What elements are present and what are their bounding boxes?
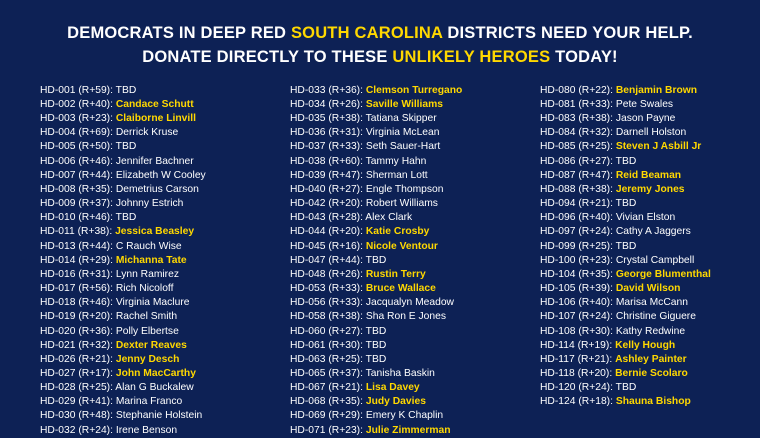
candidate-name: Alex Clark bbox=[365, 212, 413, 224]
candidate-entry bbox=[40, 296, 290, 310]
candidate-name: Robert Williams bbox=[365, 198, 438, 210]
candidate-entry bbox=[290, 126, 540, 140]
candidate-name: Demetrius Carson bbox=[115, 183, 199, 195]
candidate-name: Irene Benson bbox=[115, 424, 178, 436]
district-label: HD-106 (R+40): bbox=[540, 297, 613, 309]
candidate-entry bbox=[290, 225, 540, 239]
candidate-entry bbox=[290, 240, 540, 254]
candidate-entry bbox=[540, 282, 760, 296]
candidate-name: Vivian Elston bbox=[615, 212, 676, 224]
district-label: HD-056 (R+33): bbox=[290, 297, 363, 309]
candidate-entry bbox=[40, 183, 290, 197]
candidate-name: Derrick Kruse bbox=[115, 127, 179, 139]
candidate-name: Rich Nicoloff bbox=[115, 283, 174, 295]
candidate-name: Elizabeth W Cooley bbox=[115, 169, 206, 181]
candidate-entry bbox=[40, 381, 290, 395]
district-label: HD-017 (R+56): bbox=[40, 283, 113, 295]
district-label: HD-105 (R+39): bbox=[540, 283, 613, 295]
district-label: HD-088 (R+38): bbox=[540, 183, 613, 195]
candidate-name: Benjamin Brown bbox=[615, 84, 698, 96]
district-label: HD-001 (R+59): bbox=[40, 84, 113, 96]
candidate-name: Sherman Lott bbox=[365, 169, 428, 181]
candidate-entry bbox=[540, 225, 760, 239]
candidate-entry bbox=[40, 395, 290, 409]
district-label: HD-058 (R+38): bbox=[290, 311, 363, 323]
candidate-name: Dexter Reaves bbox=[115, 339, 187, 351]
candidate-entry bbox=[40, 211, 290, 225]
candidate-name: Seth Sauer-Hart bbox=[365, 141, 441, 153]
district-label: HD-071 (R+23): bbox=[290, 424, 363, 436]
candidate-name: TBD bbox=[615, 382, 637, 394]
district-label: HD-038 (R+60): bbox=[290, 155, 363, 167]
candidate-entry bbox=[40, 282, 290, 296]
district-label: HD-117 (R+21): bbox=[540, 353, 613, 365]
candidate-name: Judy Davies bbox=[365, 396, 426, 408]
headline-line-1 bbox=[0, 22, 760, 46]
candidate-name: Kathy Redwine bbox=[615, 325, 686, 337]
candidate-entry bbox=[540, 197, 760, 211]
district-label: HD-061 (R+30): bbox=[290, 339, 363, 351]
candidate-name: Reid Beaman bbox=[615, 169, 682, 181]
district-label: HD-107 (R+24): bbox=[540, 311, 613, 323]
district-label: HD-085 (R+25): bbox=[540, 141, 613, 153]
candidate-entry bbox=[40, 325, 290, 339]
candidate-entry bbox=[40, 240, 290, 254]
district-label: HD-043 (R+28): bbox=[290, 212, 363, 224]
candidate-name: Nicole Ventour bbox=[365, 240, 438, 252]
district-label: HD-020 (R+36): bbox=[40, 325, 113, 337]
candidate-entry bbox=[540, 140, 760, 154]
candidate-name: Rustin Terry bbox=[365, 268, 426, 280]
district-label: HD-021 (R+32): bbox=[40, 339, 113, 351]
candidate-entry bbox=[290, 296, 540, 310]
candidate-name: Johnny Estrich bbox=[115, 198, 184, 210]
candidate-name: Cathy A Jaggers bbox=[615, 226, 691, 238]
candidate-entry bbox=[290, 367, 540, 381]
candidate-name: Jessica Beasley bbox=[115, 226, 195, 238]
district-label: HD-040 (R+27): bbox=[290, 183, 363, 195]
candidate-entry bbox=[290, 424, 540, 438]
district-label: HD-019 (R+20): bbox=[40, 311, 113, 323]
candidate-columns bbox=[0, 70, 760, 438]
candidate-name: Lisa Davey bbox=[365, 382, 420, 394]
headline-block bbox=[0, 0, 760, 70]
candidate-name: TBD bbox=[365, 254, 387, 266]
district-label: HD-032 (R+24): bbox=[40, 424, 113, 436]
district-label: HD-009 (R+37): bbox=[40, 198, 113, 210]
district-label: HD-034 (R+26): bbox=[290, 99, 363, 110]
candidate-entry bbox=[540, 240, 760, 254]
candidate-entry bbox=[540, 112, 760, 126]
candidate-name: TBD bbox=[115, 212, 137, 224]
district-label: HD-096 (R+40): bbox=[540, 212, 613, 224]
candidate-entry bbox=[40, 155, 290, 169]
candidate-name: Lynn Ramirez bbox=[115, 268, 179, 280]
candidate-name: TBD bbox=[115, 141, 137, 153]
district-label: HD-048 (R+26): bbox=[290, 268, 363, 280]
district-label: HD-005 (R+50): bbox=[40, 141, 113, 153]
candidate-entry bbox=[290, 169, 540, 183]
district-label: HD-065 (R+37): bbox=[290, 367, 363, 379]
district-label: HD-097 (R+24): bbox=[540, 226, 613, 238]
candidate-entry bbox=[290, 282, 540, 296]
candidate-name: Tatiana Skipper bbox=[365, 113, 437, 125]
district-label: HD-011 (R+38): bbox=[40, 226, 113, 238]
candidate-entry bbox=[40, 126, 290, 140]
candidate-entry bbox=[40, 197, 290, 211]
candidate-name: Virginia McLean bbox=[365, 127, 440, 139]
candidate-name: Kelly Hough bbox=[615, 339, 676, 351]
district-label: HD-037 (R+33): bbox=[290, 141, 363, 153]
headline-line-2-part-a: DONATE DIRECTLY TO THESE bbox=[142, 47, 393, 66]
candidate-entry bbox=[540, 310, 760, 324]
district-label: HD-045 (R+16): bbox=[290, 240, 363, 252]
candidate-entry bbox=[540, 339, 760, 353]
candidate-entry bbox=[290, 325, 540, 339]
candidate-name: John MacCarthy bbox=[115, 367, 196, 379]
candidate-entry bbox=[290, 254, 540, 268]
candidate-name: Michanna Tate bbox=[115, 254, 187, 266]
district-label: HD-069 (R+29): bbox=[290, 410, 363, 422]
candidate-name: Marisa McCann bbox=[615, 297, 688, 309]
candidate-entry bbox=[540, 395, 760, 409]
candidate-name: David Wilson bbox=[615, 283, 681, 295]
candidate-entry bbox=[290, 98, 540, 112]
candidate-entry bbox=[540, 84, 760, 98]
district-label: HD-010 (R+46): bbox=[40, 212, 113, 224]
candidate-name: Virginia Maclure bbox=[115, 297, 190, 309]
headline-line-2 bbox=[0, 46, 760, 70]
district-label: HD-083 (R+38): bbox=[540, 113, 613, 125]
district-label: HD-104 (R+35): bbox=[540, 268, 613, 280]
candidate-entry bbox=[540, 254, 760, 268]
candidate-entry bbox=[540, 126, 760, 140]
district-label: HD-027 (R+17): bbox=[40, 367, 113, 379]
candidate-entry bbox=[290, 268, 540, 282]
candidate-name: Clemson Turregano bbox=[365, 84, 463, 96]
candidate-entry bbox=[540, 353, 760, 367]
candidate-name: Polly Elbertse bbox=[115, 325, 179, 337]
headline-line-2-accent: UNLIKELY HEROES bbox=[392, 47, 551, 66]
candidate-name: Claiborne Linvill bbox=[115, 113, 196, 125]
candidate-name: Saville Williams bbox=[365, 99, 444, 110]
candidate-entry bbox=[40, 268, 290, 282]
district-label: HD-030 (R+48): bbox=[40, 410, 113, 422]
district-label: HD-029 (R+41): bbox=[40, 396, 113, 408]
district-label: HD-100 (R+23): bbox=[540, 254, 613, 266]
candidate-name: Emery K Chaplin bbox=[365, 410, 444, 422]
candidate-name: Bruce Wallace bbox=[365, 283, 436, 295]
candidate-entry bbox=[290, 84, 540, 98]
candidate-name: TBD bbox=[615, 155, 637, 167]
district-label: HD-094 (R+21): bbox=[540, 198, 613, 210]
candidate-name: Jeremy Jones bbox=[615, 183, 685, 195]
district-label: HD-081 (R+33): bbox=[540, 99, 613, 110]
candidate-name: TBD bbox=[615, 240, 637, 252]
headline-line-1-part-a: DEMOCRATS IN DEEP RED bbox=[67, 24, 291, 42]
candidate-entry bbox=[290, 409, 540, 423]
candidate-entry bbox=[40, 424, 290, 438]
district-label: HD-108 (R+30): bbox=[540, 325, 613, 337]
candidate-name: Sha Ron E Jones bbox=[365, 311, 446, 323]
candidate-entry bbox=[40, 84, 290, 98]
district-label: HD-013 (R+44): bbox=[40, 240, 113, 252]
headline-line-2-part-c: TODAY! bbox=[550, 47, 618, 66]
candidate-name: Darnell Holston bbox=[615, 127, 687, 139]
candidate-name: Jenny Desch bbox=[115, 353, 180, 365]
candidate-entry bbox=[40, 254, 290, 268]
candidate-entry bbox=[290, 197, 540, 211]
candidate-entry bbox=[40, 353, 290, 367]
district-label: HD-118 (R+20): bbox=[540, 367, 613, 379]
candidate-name: Pete Swales bbox=[615, 99, 674, 110]
candidate-name: Jacqualyn Meadow bbox=[365, 297, 454, 309]
district-label: HD-080 (R+22): bbox=[540, 84, 613, 96]
headline-line-1-accent: SOUTH CAROLINA bbox=[290, 24, 443, 42]
candidate-name: C Rauch Wise bbox=[115, 240, 182, 252]
candidate-entry bbox=[290, 339, 540, 353]
candidate-entry bbox=[540, 381, 760, 395]
district-label: HD-039 (R+47): bbox=[290, 169, 363, 181]
candidate-column-2 bbox=[290, 84, 540, 438]
candidate-name: Marina Franco bbox=[115, 396, 183, 408]
candidate-name: Bernie Scolaro bbox=[615, 367, 688, 379]
candidate-entry bbox=[290, 353, 540, 367]
district-label: HD-060 (R+27): bbox=[290, 325, 363, 337]
candidate-entry bbox=[40, 339, 290, 353]
district-label: HD-044 (R+20): bbox=[290, 226, 363, 238]
district-label: HD-120 (R+24): bbox=[540, 382, 613, 394]
candidate-entry bbox=[40, 169, 290, 183]
candidate-entry bbox=[290, 155, 540, 169]
candidate-name: Alan G Buckalew bbox=[115, 382, 194, 394]
candidate-name: TBD bbox=[365, 339, 387, 351]
candidate-name: TBD bbox=[365, 353, 387, 365]
headline-line-1-part-c: DISTRICTS NEED YOUR HELP. bbox=[442, 24, 693, 42]
district-label: HD-002 (R+40): bbox=[40, 99, 113, 110]
district-label: HD-008 (R+35): bbox=[40, 183, 113, 195]
district-label: HD-086 (R+27): bbox=[540, 155, 613, 167]
candidate-name: Crystal Campbell bbox=[615, 254, 695, 266]
candidate-name: Jennifer Bachner bbox=[115, 155, 194, 167]
candidate-entry bbox=[290, 381, 540, 395]
candidate-name: Candace Schutt bbox=[115, 99, 194, 110]
district-label: HD-053 (R+33): bbox=[290, 283, 363, 295]
district-label: HD-014 (R+29): bbox=[40, 254, 113, 266]
candidate-entry bbox=[540, 296, 760, 310]
candidate-entry bbox=[40, 112, 290, 126]
candidate-entry bbox=[540, 155, 760, 169]
candidate-name: Shauna Bishop bbox=[615, 396, 691, 408]
candidate-entry bbox=[40, 409, 290, 423]
candidate-name: TBD bbox=[365, 325, 387, 337]
district-label: HD-067 (R+21): bbox=[290, 382, 363, 394]
candidate-entry bbox=[290, 395, 540, 409]
district-label: HD-016 (R+31): bbox=[40, 268, 113, 280]
candidate-entry bbox=[540, 183, 760, 197]
candidate-entry bbox=[40, 225, 290, 239]
candidate-name: Stephanie Holstein bbox=[115, 410, 203, 422]
candidate-entry bbox=[540, 325, 760, 339]
district-label: HD-036 (R+31): bbox=[290, 127, 363, 139]
district-label: HD-063 (R+25): bbox=[290, 353, 363, 365]
candidate-entry bbox=[40, 140, 290, 154]
candidate-name: TBD bbox=[615, 198, 637, 210]
candidate-entry bbox=[540, 211, 760, 225]
district-label: HD-003 (R+23): bbox=[40, 113, 113, 125]
candidate-name: Rachel Smith bbox=[115, 311, 178, 323]
candidate-entry bbox=[290, 310, 540, 324]
candidate-entry bbox=[540, 367, 760, 381]
district-label: HD-018 (R+46): bbox=[40, 297, 113, 309]
candidate-entry bbox=[40, 310, 290, 324]
district-label: HD-006 (R+46): bbox=[40, 155, 113, 167]
district-label: HD-114 (R+19): bbox=[540, 339, 613, 351]
candidate-entry bbox=[40, 367, 290, 381]
candidate-entry bbox=[290, 140, 540, 154]
candidate-name: Tanisha Baskin bbox=[365, 367, 435, 379]
candidate-entry bbox=[290, 183, 540, 197]
candidate-entry bbox=[540, 169, 760, 183]
candidate-column-3 bbox=[540, 84, 760, 438]
district-label: HD-047 (R+44): bbox=[290, 254, 363, 266]
district-label: HD-124 (R+18): bbox=[540, 396, 613, 408]
candidate-name: Steven J Asbill Jr bbox=[615, 141, 702, 153]
district-label: HD-068 (R+35): bbox=[290, 396, 363, 408]
candidate-name: TBD bbox=[115, 84, 137, 96]
candidate-name: Tammy Hahn bbox=[365, 155, 427, 167]
candidate-entry bbox=[40, 98, 290, 112]
district-label: HD-028 (R+25): bbox=[40, 382, 113, 394]
district-label: HD-026 (R+21): bbox=[40, 353, 113, 365]
candidate-name: Julie Zimmerman bbox=[365, 424, 451, 436]
candidate-entry bbox=[540, 268, 760, 282]
district-label: HD-035 (R+38): bbox=[290, 113, 363, 125]
district-label: HD-084 (R+32): bbox=[540, 127, 613, 139]
district-label: HD-042 (R+20): bbox=[290, 198, 363, 210]
district-label: HD-033 (R+36): bbox=[290, 84, 363, 96]
candidate-name: Jason Payne bbox=[615, 113, 676, 125]
district-label: HD-087 (R+47): bbox=[540, 169, 613, 181]
candidate-name: Ashley Painter bbox=[615, 353, 687, 365]
candidate-name: Katie Crosby bbox=[365, 226, 430, 238]
district-label: HD-007 (R+44): bbox=[40, 169, 113, 181]
candidate-column-1 bbox=[40, 84, 290, 438]
district-label: HD-004 (R+69): bbox=[40, 127, 113, 139]
district-label: HD-099 (R+25): bbox=[540, 240, 613, 252]
candidate-name: Christine Giguere bbox=[615, 311, 696, 323]
candidate-name: George Blumenthal bbox=[615, 268, 711, 280]
candidate-entry bbox=[540, 98, 760, 112]
candidate-entry bbox=[290, 112, 540, 126]
candidate-name: Engle Thompson bbox=[365, 183, 444, 195]
candidate-entry bbox=[290, 211, 540, 225]
